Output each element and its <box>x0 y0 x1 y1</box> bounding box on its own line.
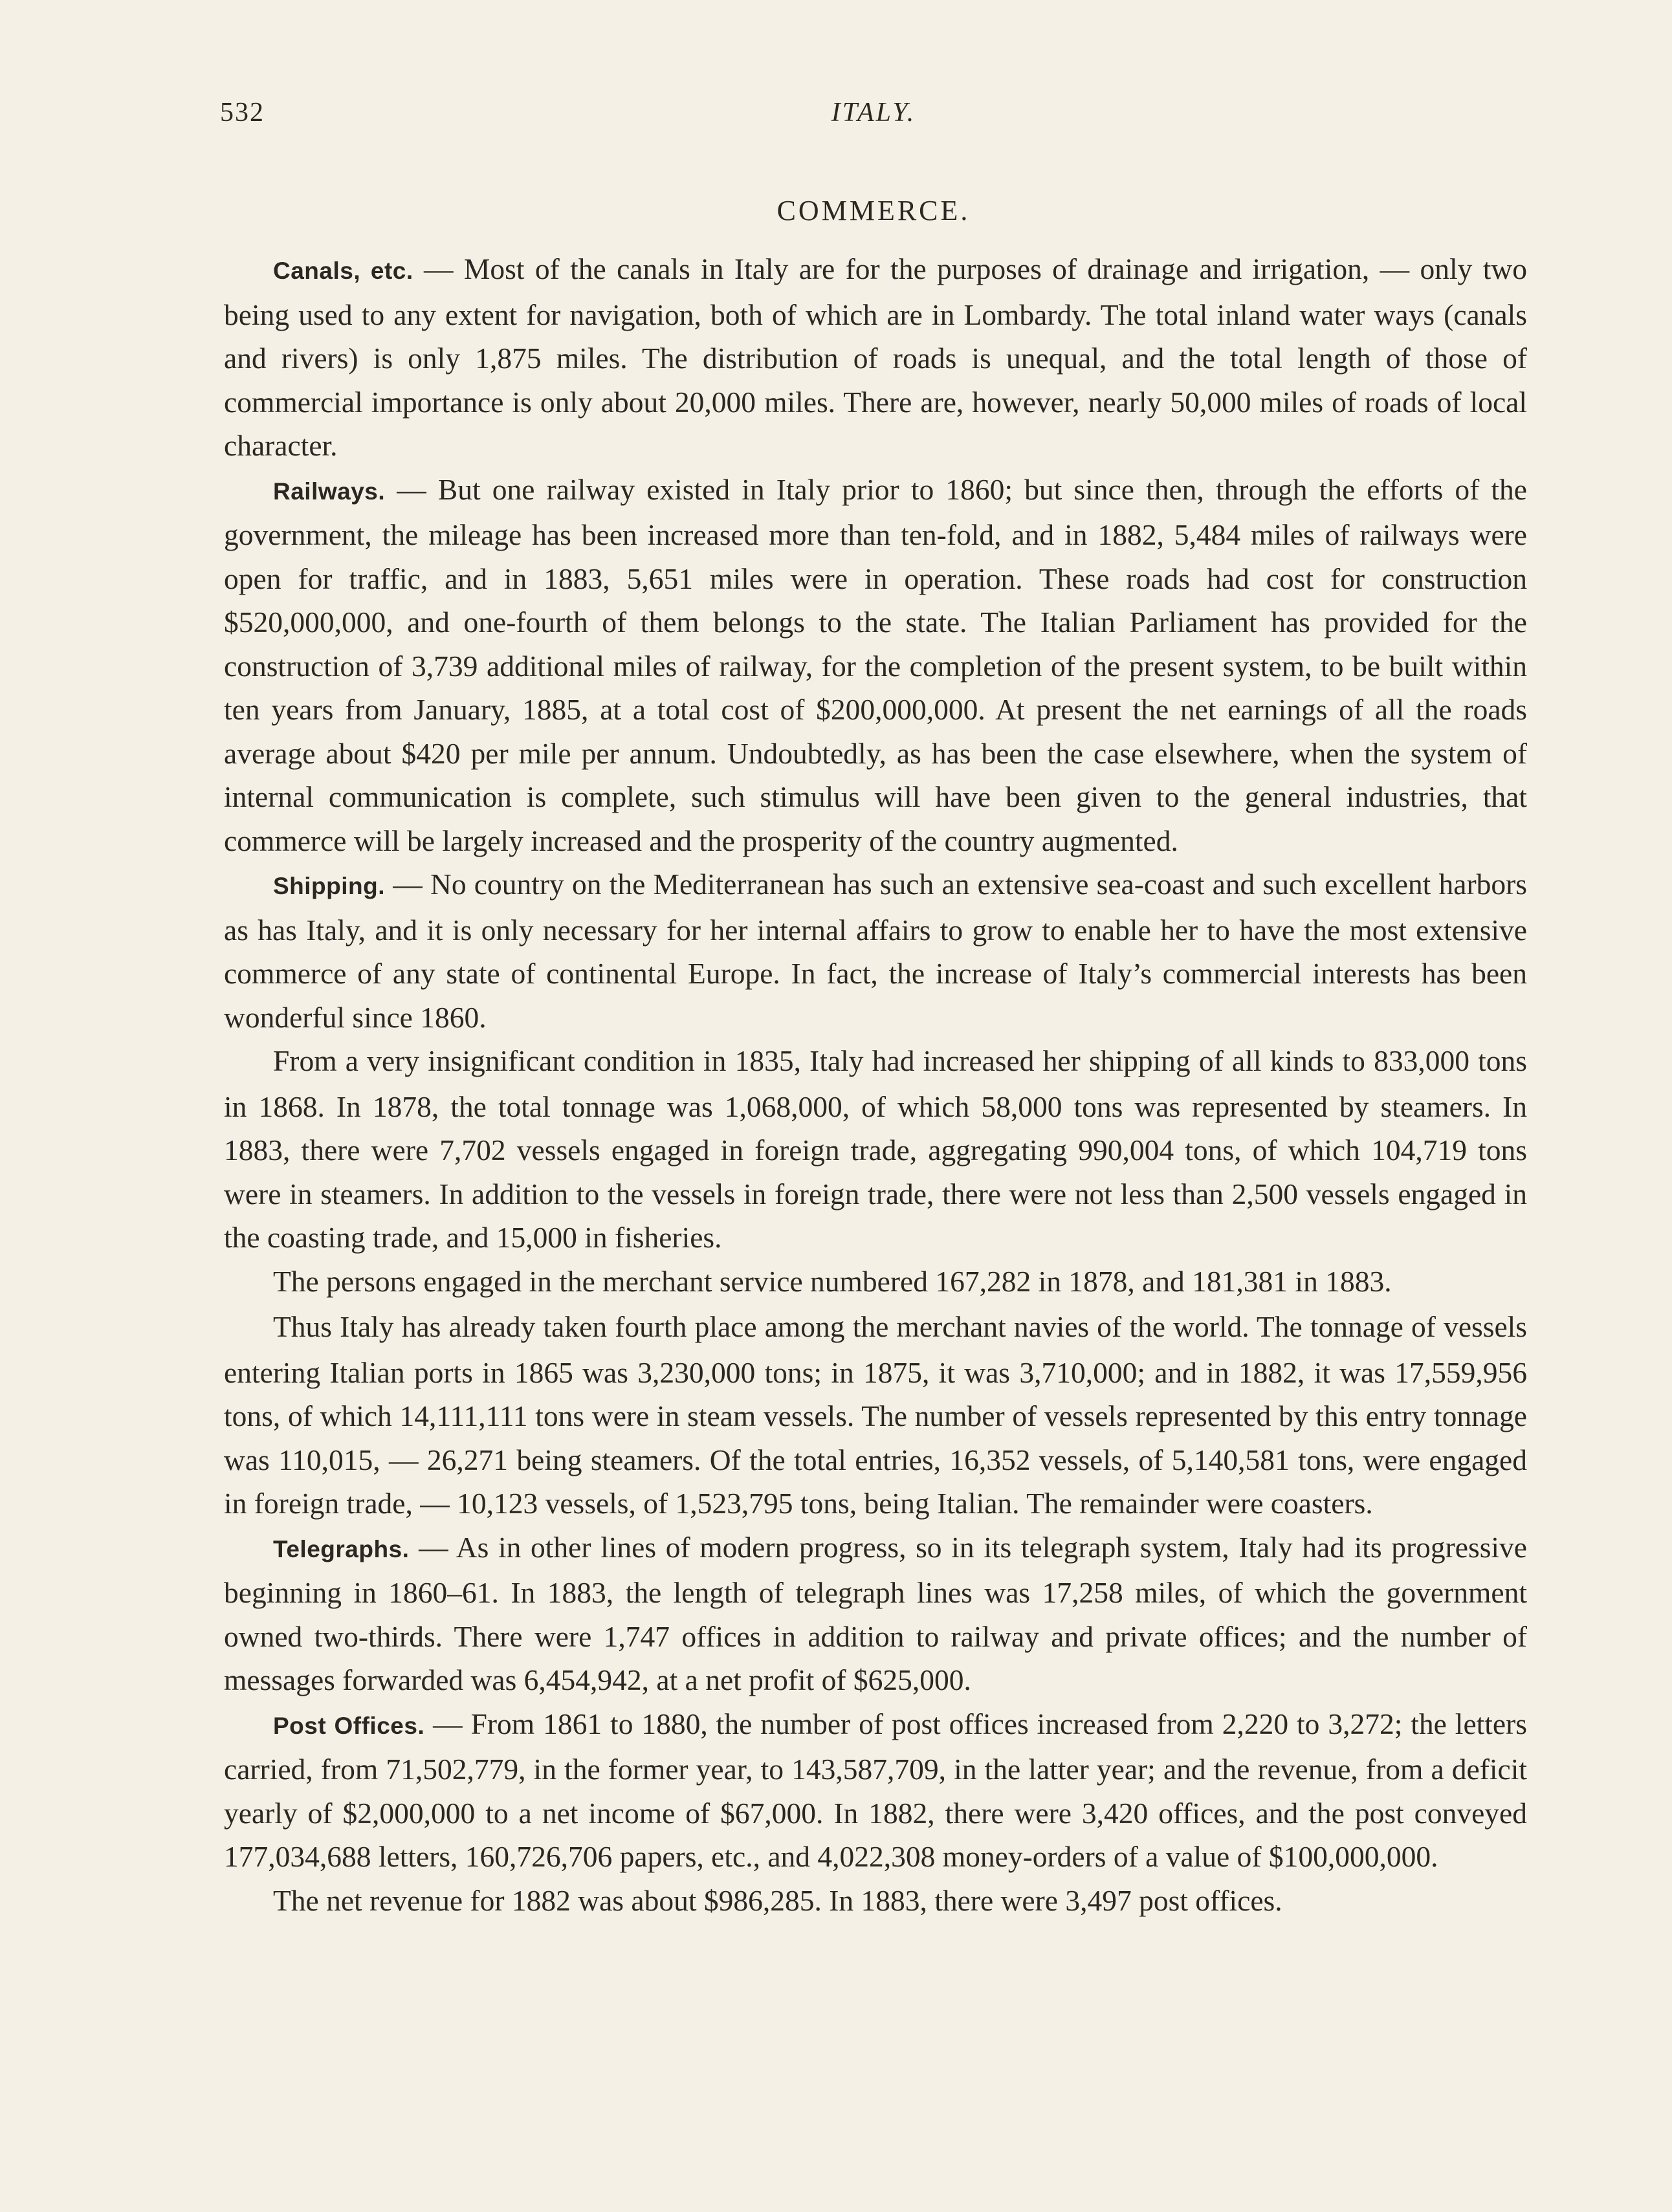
paragraph-merchant-service <box>224 1260 1527 1306</box>
paragraph-text: The net revenue for 1882 was about $986,285. In 1883, there were 3,497 post offices. <box>273 1883 1282 1917</box>
paragraph-text: The persons engaged in the merchant service numbered 167,282 in 1878, and 181,381 in 1883. <box>273 1264 1392 1298</box>
paragraph-canals <box>224 247 1527 468</box>
paragraph-telegraphs <box>224 1526 1527 1702</box>
paragraph-text: — Most of the canals in Italy are for the purposes of drainage and irrigation, — only two being used to any extent for navigation, both of which are in Lombardy. The total inland water ways (canals and rivers) is only 1,875 miles. The distribution of roads is unequal, and the total length of those of commercial importance is only about 20,000 miles. There are, however, nearly 50,000 miles of roads of local character. <box>224 252 1527 462</box>
paragraph-text: Thus Italy has already taken fourth place among the merchant navies of the world. The tonnage of vessels entering Italian ports in 1865 was 3,230,000 tons; in 1875, it was 3,710,000; and in 1882, it was 17,559,956 tons, of which 14,111,111 tons were in steam vessels. The number of vessels represented by this entry tonnage was 110,015, — 26,271 being steamers. Of the total entries, 16,352 vessels, of 5,140,581 tons, were engaged in foreign trade, — 10,123 vessels, of 1,523,795 tons, being Italian. The remainder were coasters. <box>224 1310 1527 1520</box>
paragraph-shipping-growth <box>224 1039 1527 1260</box>
paragraph-shipping <box>224 862 1527 1039</box>
section-title: COMMERCE. <box>776 195 971 226</box>
paragraph-post-offices <box>224 1702 1527 1879</box>
paragraph-lead: Canals, etc. <box>273 257 413 284</box>
paragraph-railways <box>224 468 1527 863</box>
paragraph-lead: Railways. <box>273 477 386 505</box>
running-header <box>220 97 1527 142</box>
paragraph-lead: Post Offices. <box>273 1712 425 1739</box>
paragraph-text: — No country on the Mediterranean has such an extensive sea-coast and such excellent harbors as has Italy, and it is only necessary for her internal affairs to grow to enable her to have the most extensive commerce of any state of continental Europe. In fact, the increase of Italy’s commercial interests has been wonderful since 1860. <box>224 868 1527 1034</box>
paragraph-merchant-navies <box>224 1305 1527 1526</box>
paragraph-text: — From 1861 to 1880, the number of post offices increased from 2,220 to 3,272; the letters carried, from 71,502,779, in the former year, to 143,587,709, in the latter year; and the revenue, from a deficit yearly of $2,000,000 to a net income of $67,000. In 1882, there were 3,420 offices, and the post conveyed 177,034,688 letters, 160,726,706 papers, etc., and 4,022,308 money-orders of a value of $100,000,000. <box>224 1707 1527 1873</box>
running-title: ITALY. <box>831 98 916 127</box>
paragraph-net-revenue <box>224 1879 1527 1925</box>
paragraph-text: From a very insignificant condition in 1835, Italy had increased her shipping of all kinds to 833,000 tons in 1868. In 1878, the total tonnage was 1,068,000, of which 58,000 tons was represented by steamers. In 1883, there were 7,702 vessels engaged in foreign trade, aggregating 990,004 tons, of which 104,719 tons were in steamers. In addition to the vessels in foreign trade, there were not less than 2,500 vessels engaged in the coasting trade, and 15,000 in fisheries. <box>224 1044 1527 1254</box>
paragraph-lead: Shipping. <box>273 873 386 899</box>
paragraph-text: — As in other lines of modern progress, so in its telegraph system, Italy had its progressive beginning in 1860–61. In 1883, the length of telegraph lines was 17,258 miles, of which the government owned two-thirds. There were 1,747 offices in addition to railway and private offices; and the number of messages forwarded was 6,454,942, at a net profit of $625,000. <box>224 1530 1527 1696</box>
paragraph-lead: Telegraphs. <box>273 1535 410 1562</box>
body-text <box>224 247 1527 1924</box>
paragraph-text: — But one railway existed in Italy prior to 1860; but since then, through the efforts of the government, the mileage has been increased more than ten-fold, and in 1882, 5,484 miles of railways were open for traffic, and in 1883, 5,651 miles were in operation. These roads had cost for construction $520,000,000, and one-fourth of them belongs to the state. The Italian Parliament has provided for the construction of 3,739 additional miles of railway, for the completion of the present system, to be built within ten years from January, 1885, at a total cost of $200,000,000. At present the net earnings of all the roads average about $420 per mile per annum. Undoubtedly, as has been the case elsewhere, when the system of internal communication is complete, such stimulus will have been given to the general industries, that commerce will be largely increased and the prosperity of the country augmented. <box>224 472 1527 857</box>
page-number: 532 <box>220 98 265 127</box>
